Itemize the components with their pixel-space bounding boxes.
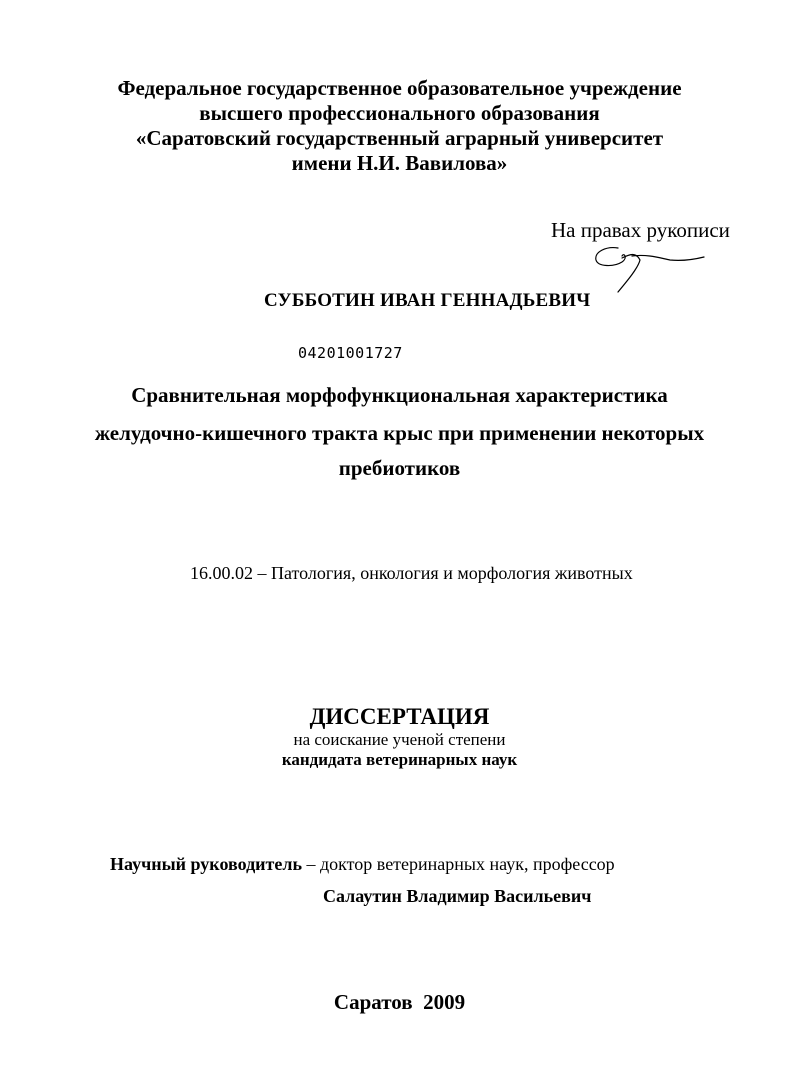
institution-line-1: Федеральное государственное образовательное учреждение xyxy=(117,76,682,100)
supervisor-name: Салаутин Владимир Васильевич xyxy=(323,886,592,906)
supervisor-line xyxy=(110,854,615,875)
institution-line-2: высшего профессионального образования xyxy=(199,101,600,125)
institution-line-4: имени Н.И. Вавилова» xyxy=(291,151,508,175)
author-name: СУББОТИН ИВАН ГЕННАДЬЕВИЧ xyxy=(264,290,591,311)
signature-image xyxy=(588,240,708,300)
dissertation-heading: ДИССЕРТАЦИЯ xyxy=(309,704,490,729)
manuscript-rights-note: На правах рукописи xyxy=(551,218,730,242)
place-year: Саратов 2009 xyxy=(333,990,466,1014)
thesis-title-line-2: желудочно-кишечного тракта крыс при применении некоторых xyxy=(94,421,705,445)
thesis-title-line-3: пребиотиков xyxy=(338,456,461,480)
institution-line-3: «Саратовский государственный аграрный университет xyxy=(135,126,664,150)
degree-line-2: кандидата ветеринарных наук xyxy=(281,750,518,769)
degree-line-1: на соискание ученой степени xyxy=(293,730,506,749)
supervisor-label: Научный руководитель xyxy=(110,854,302,874)
catalog-number: 04201001727 xyxy=(298,344,403,362)
specialty-code: 16.00.02 – Патология, онкология и морфология животных xyxy=(190,563,633,583)
supervisor-details: – доктор ветеринарных наук, профессор xyxy=(302,854,615,874)
thesis-title-line-1: Сравнительная морфофункциональная характеристика xyxy=(131,383,668,407)
